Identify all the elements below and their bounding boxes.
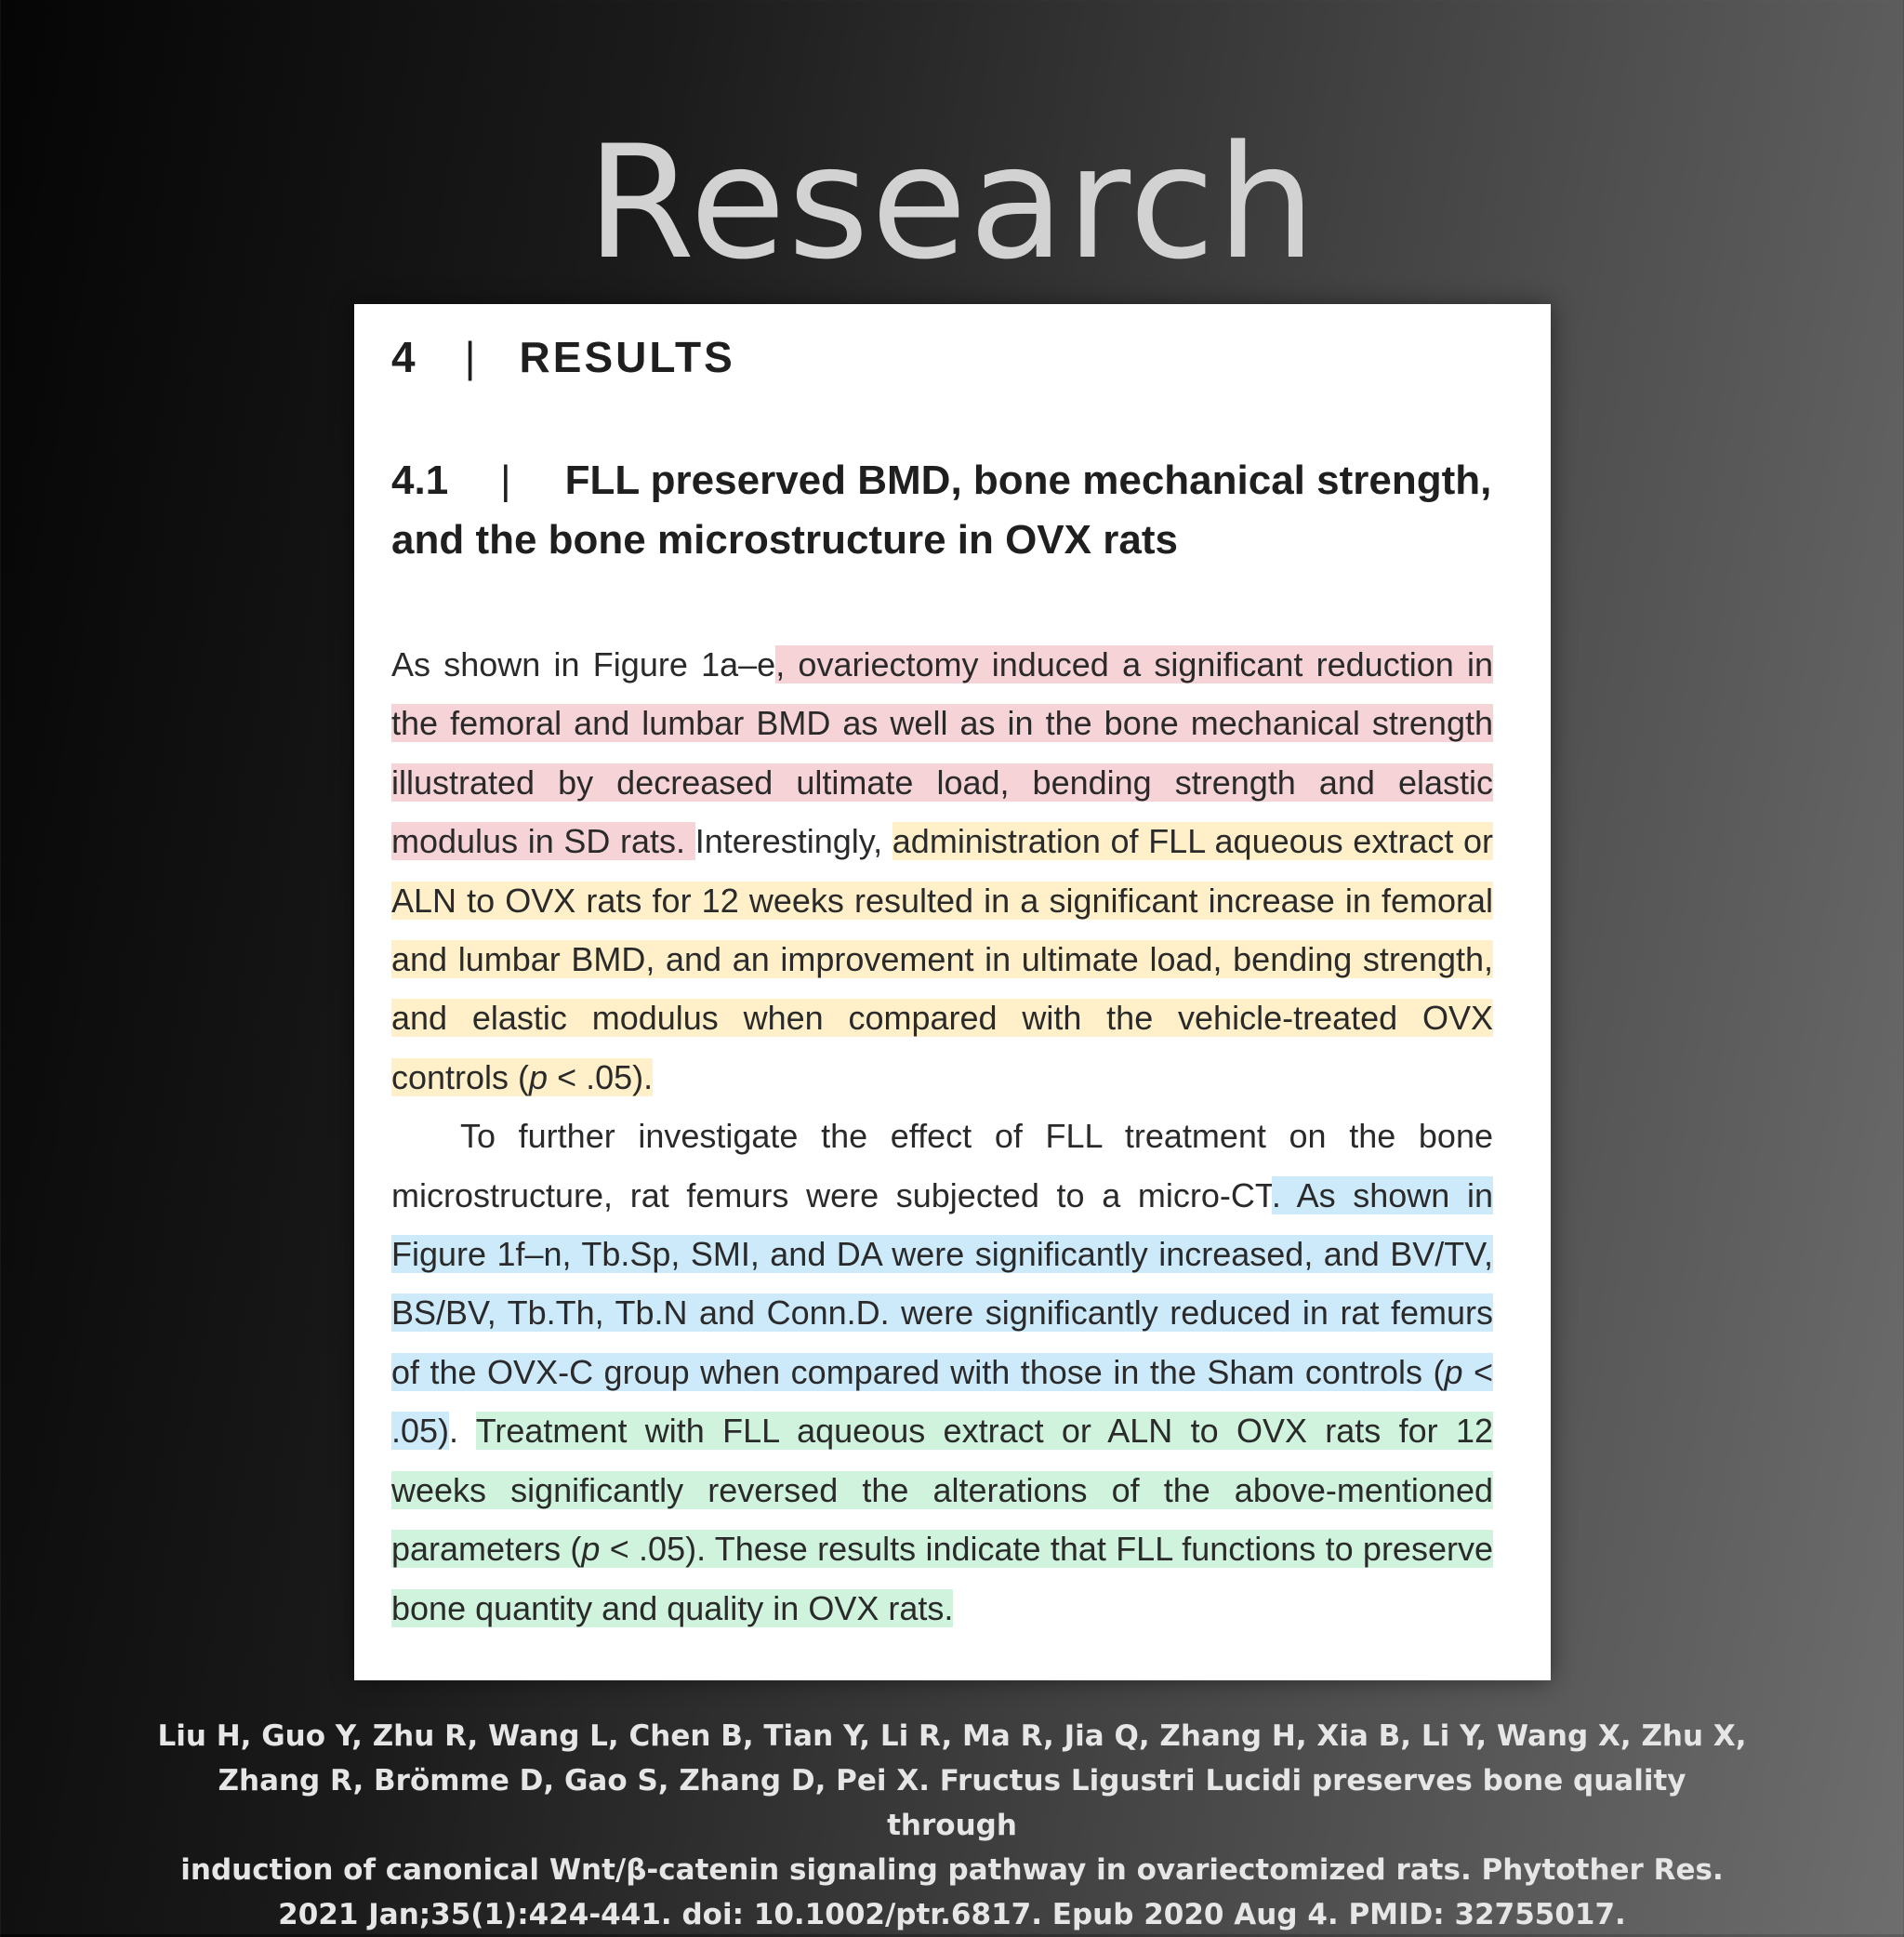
subsection-heading bbox=[391, 451, 1493, 570]
paper-excerpt bbox=[354, 304, 1551, 1680]
citation-line-1: Liu H, Guo Y, Zhu R, Wang L, Chen B, Tian Y, Li R, Ma R, Jia Q, Zhang H, Xia B, Li Y, Wang X, Zhu X, bbox=[157, 1719, 1747, 1753]
section-heading bbox=[391, 332, 735, 382]
results-body bbox=[391, 635, 1493, 1638]
paragraph-2-dot: . bbox=[449, 1412, 476, 1451]
highlight-blue-end: < .05) bbox=[391, 1352, 1494, 1451]
paragraph-1-middle: Interestingly, bbox=[694, 822, 892, 861]
section-separator: | bbox=[464, 333, 479, 381]
highlight-yellow-text: administration of FLL aqueous extract or ALN to OVX rats for 12 weeks resulted in a significant increase in femoral and lumbar BMD, and an improvement in ultimate load, bending strength, and elastic modulus when compared with the vehicle-treated OVX controls ( bbox=[391, 822, 1493, 1096]
highlight-green bbox=[391, 1412, 1493, 1626]
subsection-number: 4.1 bbox=[391, 458, 449, 503]
highlight-yellow bbox=[391, 822, 1493, 1096]
paragraph-2-intro: To further investigate the effect of FLL treatment on the bone microstructure, rat femurs were subjected to a micro-CT bbox=[391, 1117, 1493, 1214]
p-value-symbol: p bbox=[1444, 1352, 1463, 1391]
highlight-red: , ovariectomy induced a significant reduction in the femoral and lumbar BMD as well as in the bone mechanical strength illustrated by decreased ultimate load, bending strength and elastic modulus in SD rats. bbox=[391, 645, 1494, 861]
highlight-green-end: < .05). These results indicate that FLL functions to preserve bone quantity and quality in OVX rats. bbox=[391, 1530, 1493, 1627]
p-value-symbol: p bbox=[581, 1530, 601, 1569]
citation-line-4: 2021 Jan;35(1):424-441. doi: 10.1002/ptr.6817. Epub 2020 Aug 4. PMID: 32755017. bbox=[278, 1898, 1626, 1931]
paragraph-1-intro: As shown in Figure 1a–e bbox=[391, 645, 776, 683]
paragraph-1 bbox=[391, 635, 1493, 1107]
citation bbox=[149, 1714, 1755, 1937]
highlight-blue bbox=[391, 1176, 1493, 1451]
highlight-green-text: Treatment with FLL aqueous extract or ALN to OVX rats for 12 weeks significantly reversed the alterations of the above-mentioned parameters ( bbox=[391, 1412, 1493, 1569]
citation-line-3: induction of canonical Wnt/β-catenin signaling pathway in ovariectomized rats. Phytother Res. bbox=[180, 1853, 1724, 1887]
subsection-separator: | bbox=[500, 458, 511, 503]
citation-line-2: Zhang R, Brömme D, Gao S, Zhang D, Pei X. Fructus Ligustri Lucidi preserves bone quality through bbox=[218, 1764, 1686, 1842]
section-title: RESULTS bbox=[519, 333, 735, 381]
subsection-title: FLL preserved BMD, bone mechanical strength, and the bone microstructure in OVX rats bbox=[391, 458, 1492, 563]
p-value-symbol: p bbox=[529, 1057, 549, 1096]
highlight-blue-text: . As shown in Figure 1f–n, Tb.Sp, SMI, and DA were significantly increased, and BV/TV, BS/BV, Tb.Th, Tb.N and Conn.D. were significantly reduced in rat femurs of the OVX-C group when compared with those in the Sham controls ( bbox=[391, 1175, 1493, 1391]
paragraph-2 bbox=[391, 1107, 1493, 1638]
highlight-yellow-end: < .05). bbox=[548, 1057, 654, 1096]
section-number: 4 bbox=[391, 333, 418, 381]
page-title: Research bbox=[586, 112, 1318, 294]
